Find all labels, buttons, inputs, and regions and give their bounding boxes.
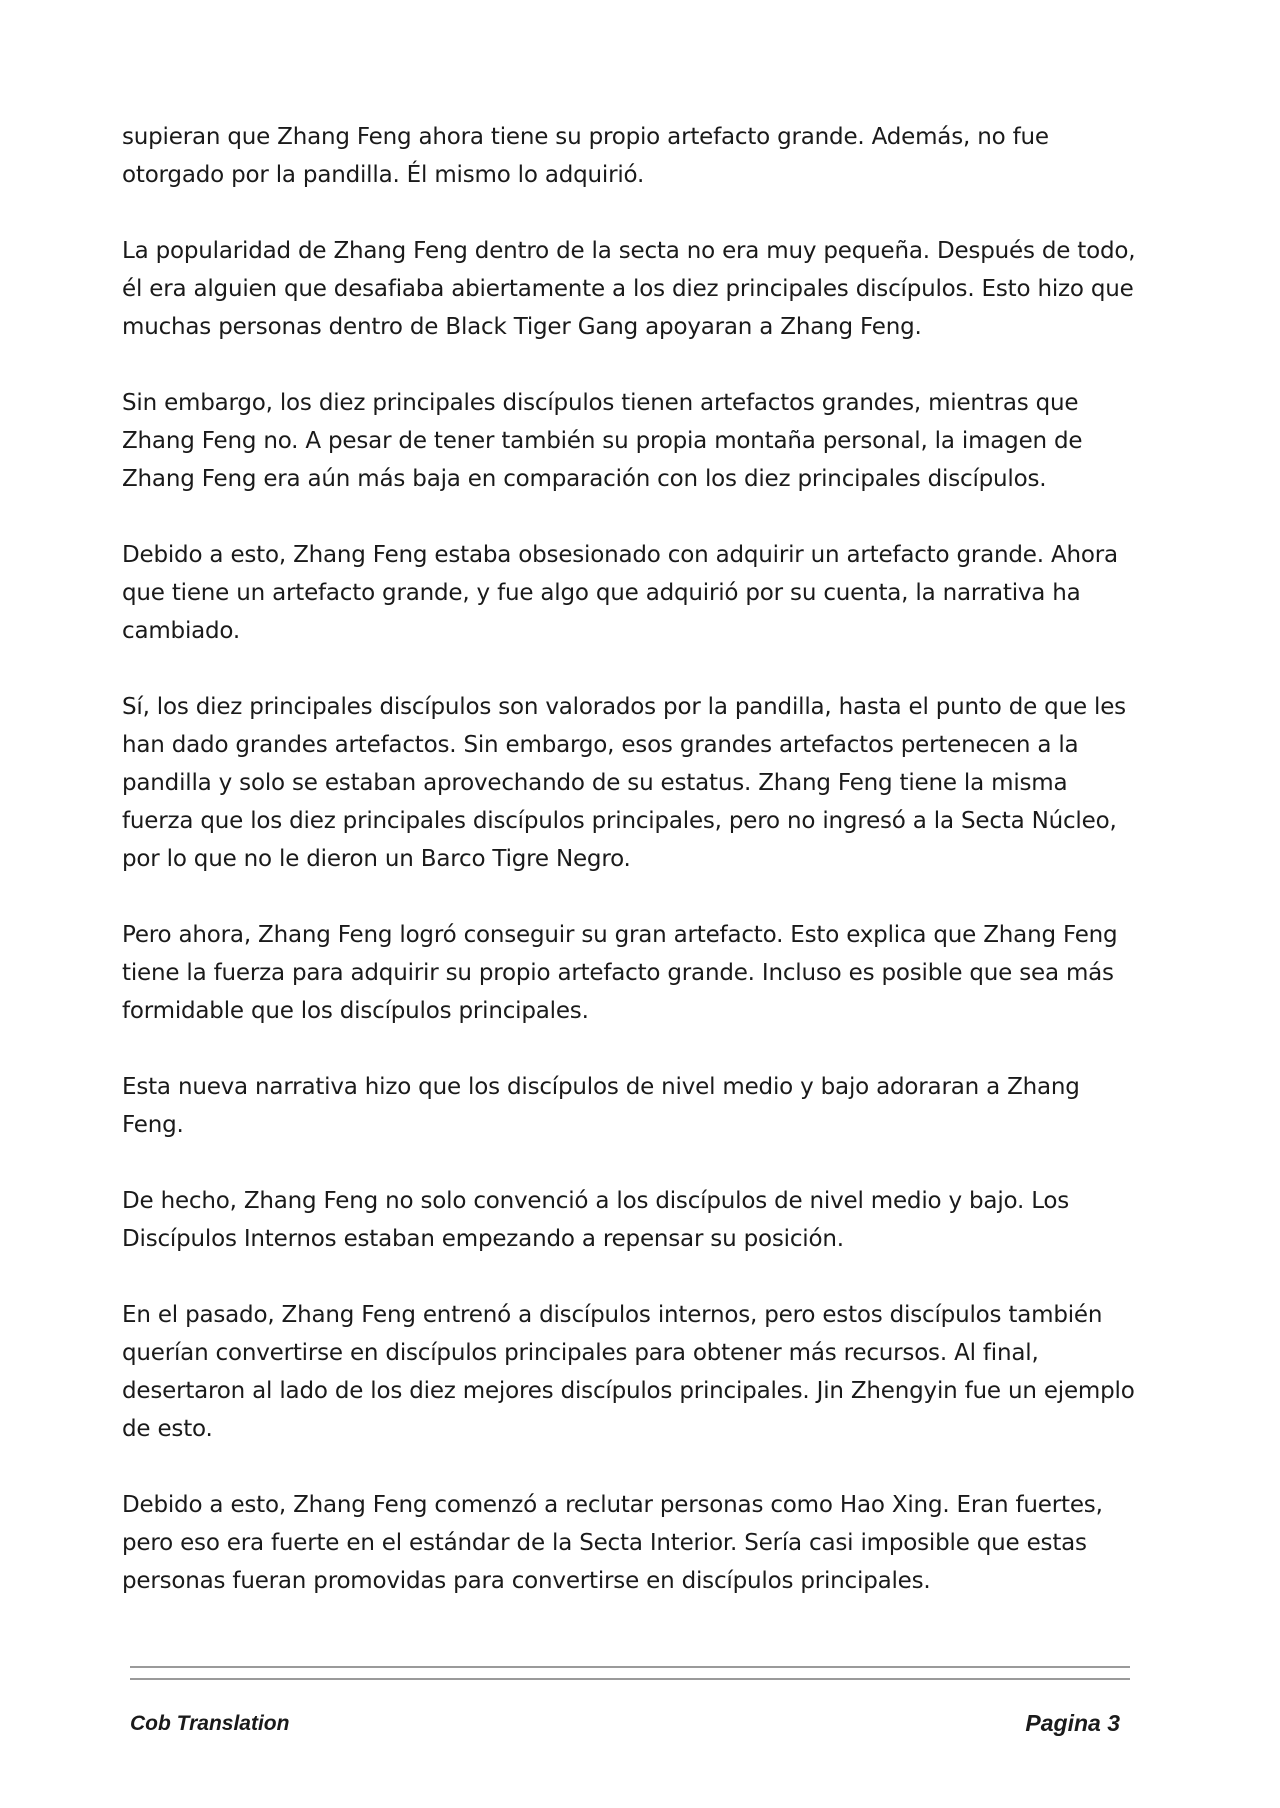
paragraph: De hecho, Zhang Feng no solo convenció a los discípulos de nivel medio y bajo. Los Discípulos Internos estaban empezando a repensar su posición.: [122, 1188, 1070, 1252]
paragraph: Pero ahora, Zhang Feng logró conseguir su gran artefacto. Esto explica que Zhang Feng tiene la fuerza para adquirir su propio artefacto grande. Incluso es posible que sea más formidable que los discípulos principales.: [122, 922, 1118, 1024]
paragraph: Debido a esto, Zhang Feng comenzó a reclutar personas como Hao Xing. Eran fuertes, pero eso era fuerte en el estándar de la Secta Interior. Sería casi imposible que estas personas fueran promovidas para convertirse en discípulos principales.: [122, 1492, 1103, 1594]
footer-divider-top: [130, 1666, 1130, 1668]
footer-translator-credit: Cob Translation: [130, 1712, 290, 1735]
paragraph: Esta nueva narrativa hizo que los discípulos de nivel medio y bajo adoraran a Zhang Feng.: [122, 1074, 1080, 1138]
paragraph: Sin embargo, los diez principales discípulos tienen artefactos grandes, mientras que Zhang Feng no. A pesar de tener también su propia montaña personal, la imagen de Zhang Feng era aún más baja en comparación con los diez principales discípulos.: [122, 390, 1083, 492]
paragraph: Debido a esto, Zhang Feng estaba obsesionado con adquirir un artefacto grande. Ahora que tiene un artefacto grande, y fue algo que adquirió por su cuenta, la narrativa ha cambiado.: [122, 542, 1118, 644]
paragraph: La popularidad de Zhang Feng dentro de la secta no era muy pequeña. Después de todo, él era alguien que desafiaba abiertamente a los diez principales discípulos. Esto hizo que muchas personas dentro de Black Tiger Gang apoyaran a Zhang Feng.: [122, 238, 1136, 340]
footer-page-number: Pagina 3: [1025, 1710, 1120, 1736]
paragraph: Sí, los diez principales discípulos son valorados por la pandilla, hasta el punto de que les han dado grandes artefactos. Sin embargo, esos grandes artefactos pertenecen a la pandilla y solo se estaban aprovechando de su estatus. Zhang Feng tiene la misma fuerza que los diez principales discípulos principales, pero no ingresó a la Secta Núcleo, por lo que no le dieron un Barco Tigre Negro.: [122, 694, 1126, 872]
footer-divider-bottom: [130, 1678, 1130, 1680]
paragraph: En el pasado, Zhang Feng entrenó a discípulos internos, pero estos discípulos también querían convertirse en discípulos principales para obtener más recursos. Al final, desertaron al lado de los diez mejores discípulos principales. Jin Zhengyin fue un ejemplo de esto.: [122, 1302, 1135, 1442]
body-text: [122, 118, 1142, 1638]
paragraph: supieran que Zhang Feng ahora tiene su propio artefacto grande. Además, no fue otorgado por la pandilla. Él mismo lo adquirió.: [122, 124, 1049, 188]
